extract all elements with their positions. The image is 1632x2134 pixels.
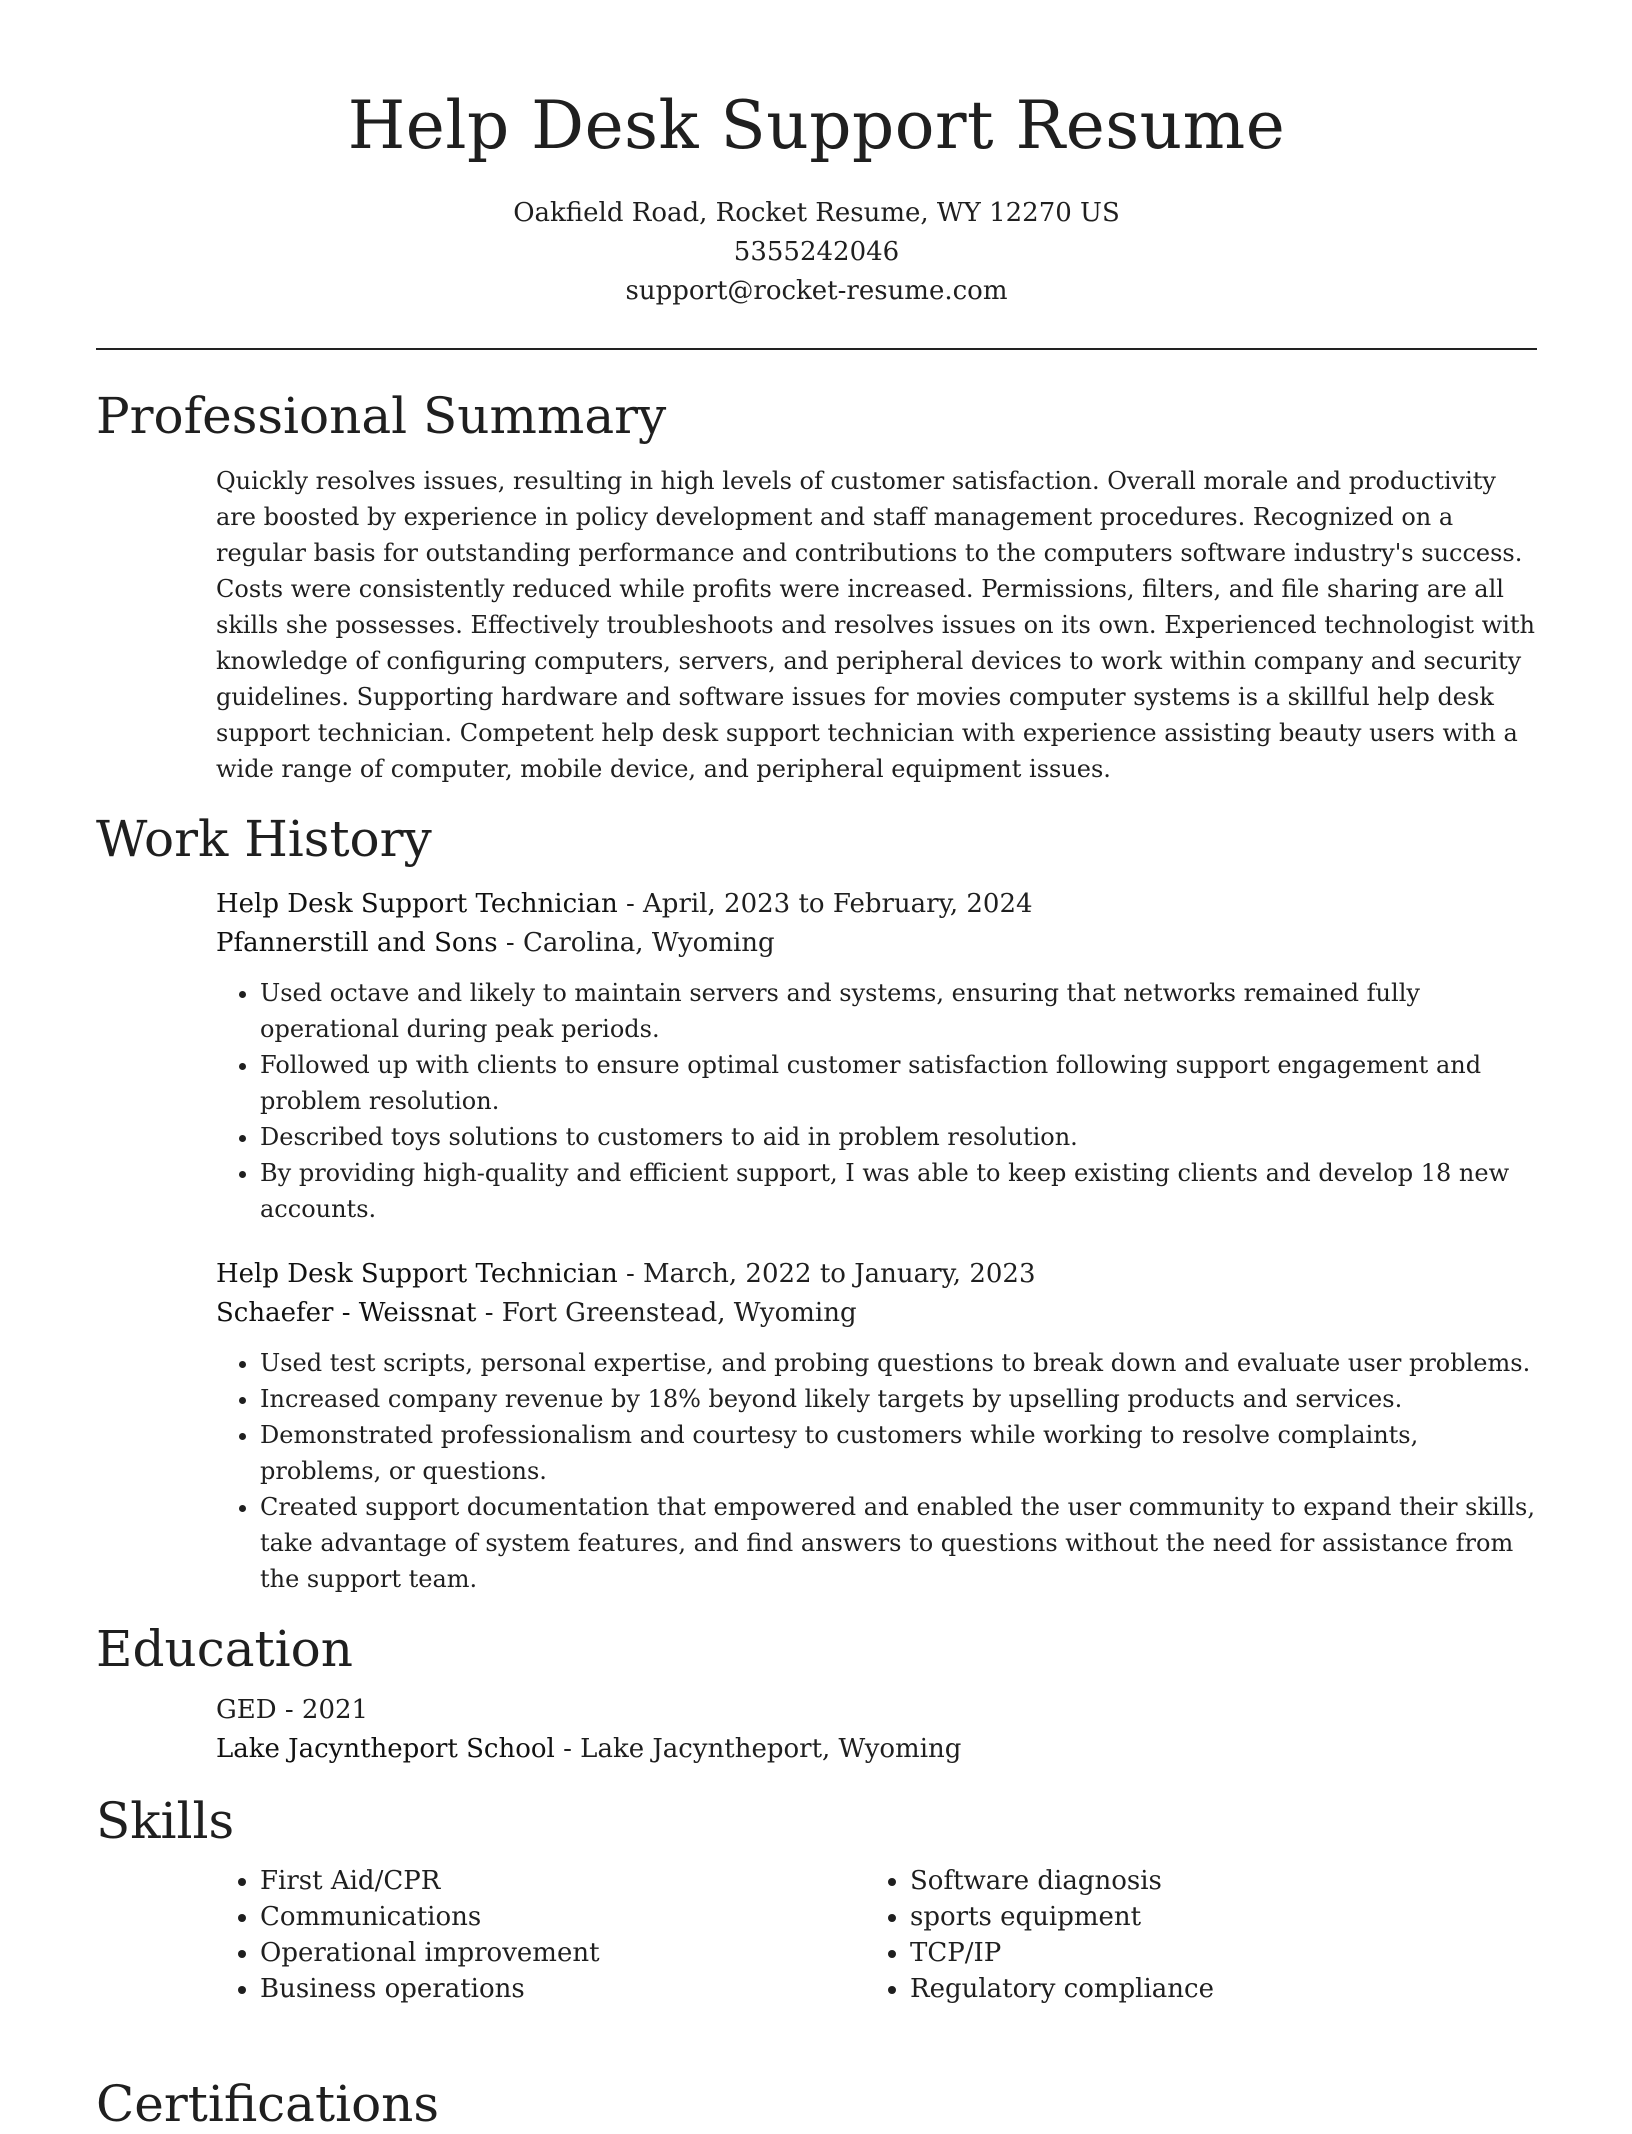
skill-item: • Software diagnosis (910, 1863, 1516, 1899)
job-bullet: • By providing high-quality and efficient support, I was able to keep existing clients and develop 18 new accounts. (260, 1155, 1537, 1227)
work-history-section (96, 809, 1537, 1597)
education-school: Lake Jacyntheport School (216, 1734, 555, 1764)
skills-list-right (866, 1863, 1516, 2007)
job-dates: - March, 2022 to January, 2023 (617, 1259, 1036, 1289)
email: support@rocket-resume.com (625, 276, 1008, 306)
job-bullet: • Described toys solutions to customers to aid in problem resolution. (260, 1119, 1537, 1155)
skills-columns (216, 1863, 1537, 2007)
education-heading: Education (96, 1620, 353, 1678)
summary-text: Quickly resolves issues, resulting in high levels of customer satisfaction. Overall morale and productivity are boosted by experience in policy development and staff management procedures. Recognized on a regular basis for outstanding performance and contributions to the computers software industry's success. Costs were consistently reduced while profits were increased. Permissions, filters, and file sharing are all skills she possesses. Effectively troubleshoots and resolves issues on its own. Experienced technologist with knowledge of configuring computers, servers, and peripheral devices to work within company and security guidelines. Supporting hardware and software issues for movies computer systems is a skillful help desk support technician. Competent help desk support technician with experience assisting beauty users with a wide range of computer, mobile device, and peripheral equipment issues. (216, 467, 1535, 783)
summary-heading: Professional Summary (96, 387, 667, 445)
address: Oakfield Road, Rocket Resume, WY 12270 US (513, 198, 1120, 228)
job-bullet: • Created support documentation that empowered and enabled the user community to expand their skills, take advantage of system features, and find answers to questions without the need for assistance from the support team. (260, 1489, 1537, 1597)
skills-section (96, 1791, 1537, 2007)
education-section (96, 1619, 1537, 1769)
education-location: - Lake Jacyntheport, Wyoming (554, 1734, 962, 1764)
job-location: - Carolina, Wyoming (497, 928, 775, 958)
job-title: Help Desk Support Technician (216, 1259, 618, 1289)
phone: 5355242046 (733, 237, 900, 267)
skills-list-left (216, 1863, 866, 2007)
job-bullet: • Used test scripts, personal expertise, and probing questions to break down and evaluate user problems. (260, 1345, 1537, 1381)
work-history-heading: Work History (96, 810, 432, 868)
resume-page (96, 0, 1537, 2133)
job-bullets (216, 1345, 1537, 1597)
job-company: Pfannerstill and Sons (216, 928, 498, 958)
skill-item: • Communications (260, 1899, 866, 1935)
education-school-line (216, 1730, 1537, 1769)
job-entry (216, 1255, 1537, 1597)
job-company-line (216, 924, 1537, 963)
skill-item: • sports equipment (910, 1899, 1516, 1935)
summary-section (96, 386, 1537, 787)
job-bullet: • Followed up with clients to ensure optimal customer satisfaction following support engagement and problem resolution. (260, 1047, 1537, 1119)
resume-title: Help Desk Support Resume (347, 87, 1286, 164)
job-entry (216, 885, 1537, 1227)
job-bullet: • Used octave and likely to maintain servers and systems, ensuring that networks remained fully operational during peak periods. (260, 975, 1537, 1047)
skill-item: • First Aid/CPR (260, 1863, 866, 1899)
skills-heading: Skills (96, 1792, 235, 1850)
skill-item: • Regulatory compliance (910, 1971, 1516, 2007)
job-title-line (216, 1255, 1537, 1294)
skill-item: • Operational improvement (260, 1935, 866, 1971)
job-title: Help Desk Support Technician (216, 889, 618, 919)
skill-item: • Business operations (260, 1971, 866, 2007)
contact-block (96, 194, 1537, 311)
resume-header (96, 0, 1537, 311)
education-entry (216, 1691, 1537, 1769)
job-location: - Fort Greenstead, Wyoming (476, 1298, 857, 1328)
job-company: Schaefer - Weissnat (216, 1298, 477, 1328)
certifications-heading: Certifications (96, 2075, 440, 2133)
job-company-line (216, 1294, 1537, 1333)
job-bullet: • Demonstrated professionalism and courtesy to customers while working to resolve complaints, problems, or questions. (260, 1417, 1537, 1489)
job-bullets (216, 975, 1537, 1227)
job-bullet: • Increased company revenue by 18% beyond likely targets by upselling products and services. (260, 1381, 1537, 1417)
job-dates: - April, 2023 to February, 2024 (617, 889, 1033, 919)
job-title-line (216, 885, 1537, 924)
education-degree: GED - 2021 (216, 1695, 369, 1725)
skill-item: • TCP/IP (910, 1935, 1516, 1971)
header-divider (96, 348, 1537, 350)
